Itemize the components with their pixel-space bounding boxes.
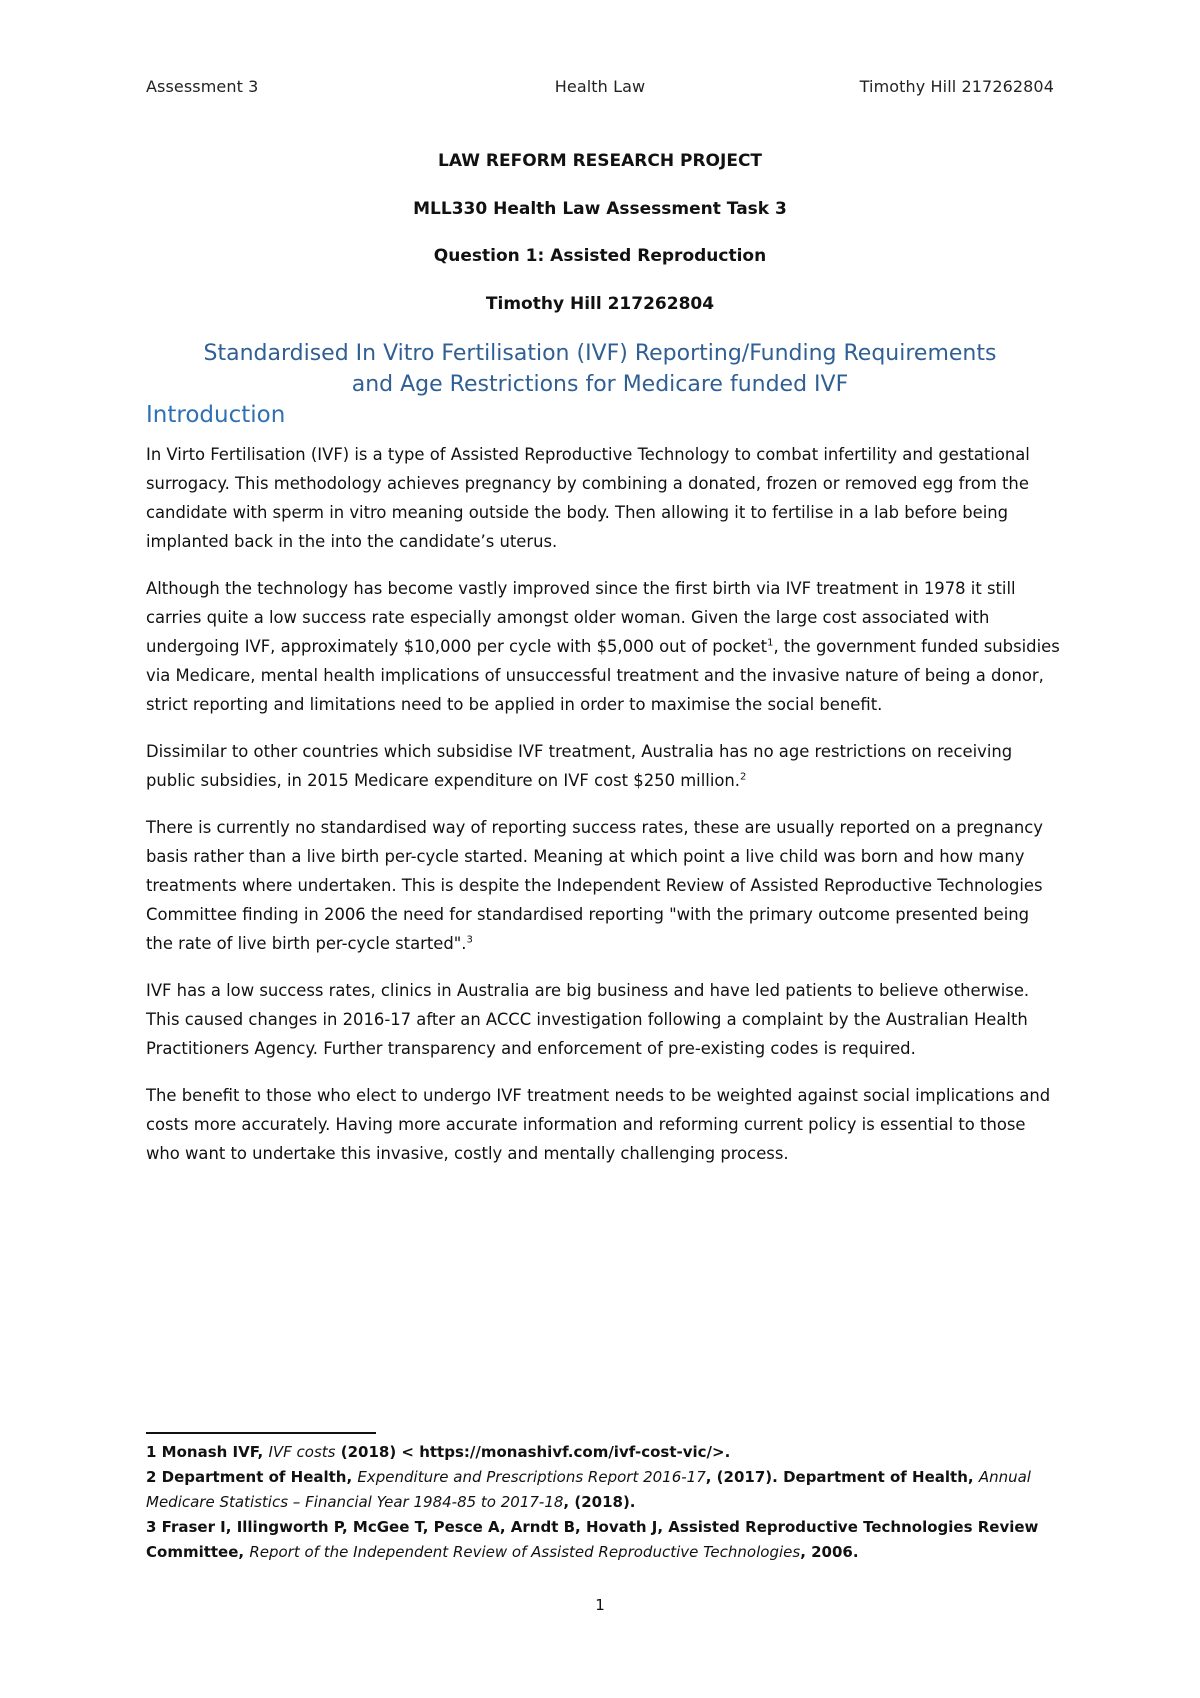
paragraph-6: The benefit to those who elect to undergo IVF treatment needs to be weighted against social implications and costs more accurately. Having more accurate information and reforming current policy is essential to those who want to undertake this invasive, costly and mentally challenging process.: [146, 1086, 1051, 1163]
paragraph-4: [146, 813, 1060, 958]
footnote-1: [146, 1440, 1070, 1465]
footnote-2: [146, 1465, 1070, 1515]
subtitle-line-1: Standardised In Vitro Fertilisation (IVF) Reporting/Funding Requirements: [203, 341, 997, 366]
header-center: Health Law: [554, 77, 646, 96]
footnote-3-title: Report of the Independent Review of Assisted Reproductive Technologies: [249, 1543, 801, 1561]
footnote-3-authors: 3 Fraser I, Illingworth P, McGee T, Pesce A, Arndt B, Hovath J, Assisted Reproductive Technologies Review Committee,: [146, 1518, 1039, 1561]
footnote-2-author: 2 Department of Health,: [146, 1468, 358, 1486]
footnote-ref-3[interactable]: 3: [466, 934, 473, 946]
document-subtitle: [140, 338, 1060, 400]
footnote-2-author-2: , (2017). Department of Health,: [705, 1468, 979, 1486]
footnote-3-year: , 2006.: [800, 1543, 859, 1561]
question-title: Question 1: Assisted Reproduction: [433, 246, 767, 266]
paragraph-4-text: There is currently no standardised way of reporting success rates, these are usually reported on a pregnancy basis rather than a live birth per-cycle started. Meaning at which point a live child was born and how many treatments where undertaken. This is despite the Independent Review of Assisted Reproductive Technologies Committee finding in 2006 the need for standardised reporting "with the primary outcome presented being the rate of live birth per-cycle started".: [146, 818, 1044, 953]
footnote-2-title-2: Annual Medicare Statistics – Financial Year 1984-85 to 2017-18: [146, 1468, 1031, 1511]
footnote-ref-1[interactable]: 1: [767, 637, 774, 649]
page-number: 1: [595, 1596, 605, 1614]
header-right: Timothy Hill 217262804: [859, 77, 1054, 96]
footnote-2-year: , (2018).: [563, 1493, 636, 1511]
paragraph-3: [146, 737, 1060, 795]
footnote-3: [146, 1515, 1070, 1565]
footnote-1-author: 1 Monash IVF,: [146, 1443, 269, 1461]
footnote-separator: [146, 1432, 376, 1434]
footnote-2-title-1: Expenditure and Prescriptions Report 2016-17: [357, 1468, 706, 1486]
footnotes: [146, 1440, 1070, 1565]
footnote-ref-2[interactable]: 2: [740, 771, 747, 783]
subtitle-line-2: and Age Restrictions for Medicare funded IVF: [351, 372, 849, 397]
paragraph-1: In Virto Fertilisation (IVF) is a type of Assisted Reproductive Technology to combat infertility and gestational surrogacy. This methodology achieves pregnancy by combining a donated, frozen or removed egg from the candidate with sperm in vitro meaning outside the body. Then allowing it to fertilise in a lab before being implanted back in the into the candidate’s uterus.: [146, 445, 1030, 551]
paragraph-2: [146, 574, 1060, 719]
body-text: [146, 440, 1060, 1186]
paragraph-3-text: Dissimilar to other countries which subsidise IVF treatment, Australia has no age restrictions on receiving public subsidies, in 2015 Medicare expenditure on IVF cost $250 million.: [146, 742, 1013, 790]
header-left: Assessment 3: [146, 77, 259, 96]
footnote-1-title: IVF costs: [268, 1443, 336, 1461]
project-title: LAW REFORM RESEARCH PROJECT: [437, 151, 763, 171]
course-title: MLL330 Health Law Assessment Task 3: [413, 199, 787, 219]
author-title: Timothy Hill 217262804: [485, 294, 715, 314]
footnote-1-link[interactable]: (2018) < https://monashivf.com/ivf-cost-vic/>.: [335, 1443, 731, 1461]
paragraph-5: IVF has a low success rates, clinics in Australia are big business and have led patients to believe otherwise. This caused changes in 2016-17 after an ACCC investigation following a complaint by the Australian Health Practitioners Agency. Further transparency and enforcement of pre-existing codes is required.: [146, 981, 1030, 1058]
paragraph-2-part-a: Although the technology has become vastly improved since the first birth via IVF treatment in 1978 it still carries quite a low success rate especially amongst older woman. Given the large cost associated with undergoing IVF, approximately $10,000 per cycle with $5,000 out of pocket: [146, 579, 1016, 656]
paragraph-2-part-b: , the government funded subsidies via Medicare, mental health implications of unsuccessful treatment and the invasive nature of being a donor, strict reporting and limitations need to be applied in order to maximise the social benefit.: [146, 637, 1060, 714]
section-heading: Introduction: [146, 402, 286, 428]
